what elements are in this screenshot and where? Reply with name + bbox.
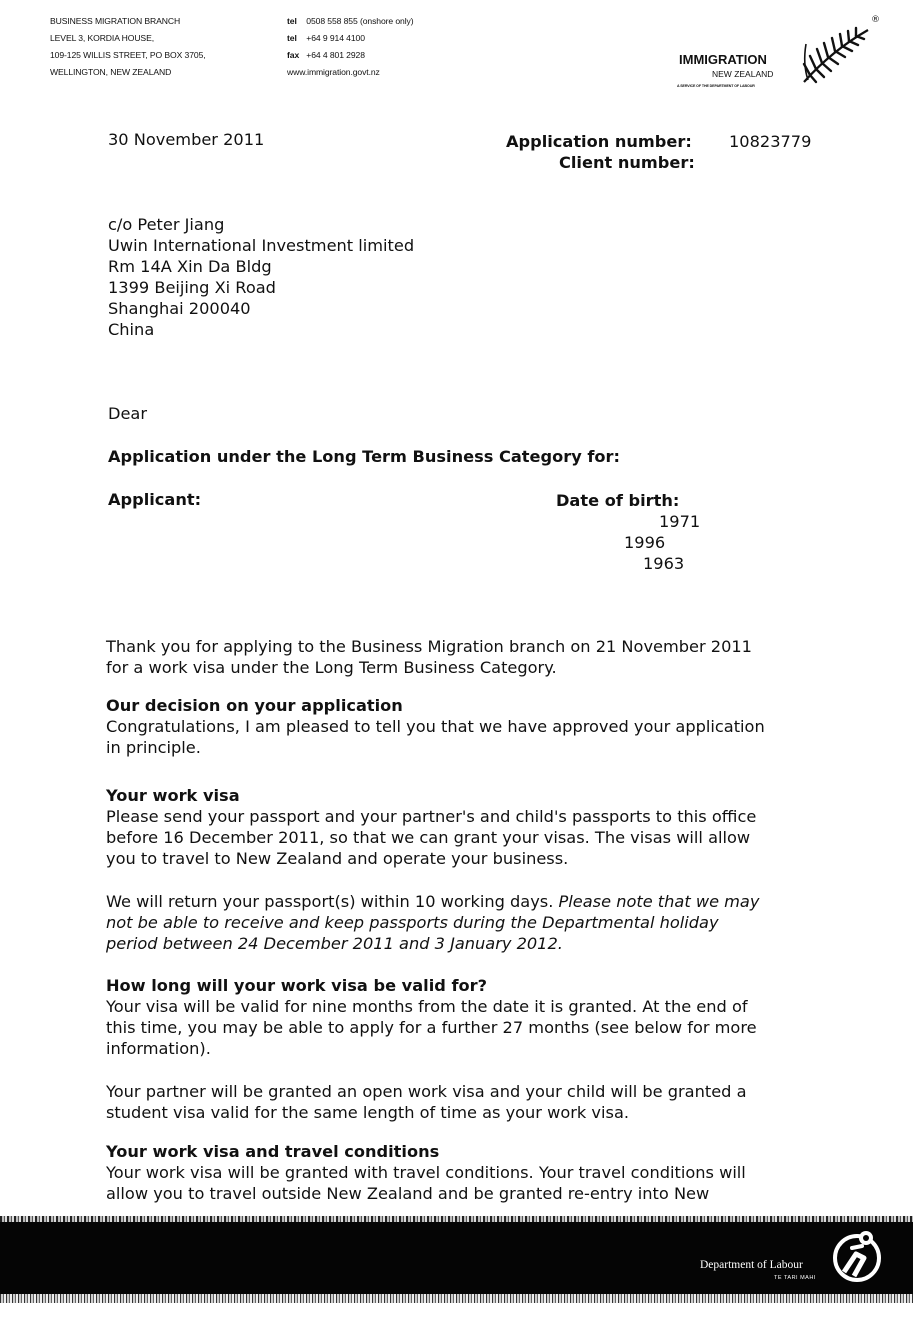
salutation: Dear [108,404,147,423]
section-heading: Your work visa [106,786,240,805]
application-number-label: Application number: [506,132,692,151]
partner-paragraph: Your partner will be granted an open work visa and your child will be granted a student visa valid for the same length of time as your work visa. [106,1082,747,1122]
subject-line: Application under the Long Term Business Category for: [108,447,621,466]
intro-paragraph: Thank you for applying to the Business Migration branch on 21 November 2011 for a work visa under the Long Term Business Category. [106,637,752,677]
website-link[interactable]: www.immigration.govt.nz [287,67,380,77]
sender-contacts [287,13,487,81]
section-heading: Our decision on your application [106,696,403,715]
travel-conditions-section: Your work visa and travel conditions Your work visa will be granted with travel conditions. Your travel conditions will allow you to travel outside New Zealand and be granted re-entry into New [106,1142,746,1203]
department-of-labour-label: Department of Labour [700,1259,803,1271]
logo-tagline: A SERVICE OF THE DEPARTMENT OF LABOUR [677,84,755,88]
department-of-labour-sub: TE TARI MAHI [774,1275,816,1281]
dob-value: 1996 [624,533,666,552]
section-heading: How long will your work visa be valid for? [106,976,488,995]
dob-value: 1963 [643,554,685,573]
contact-line: tel +64 9 914 4100 [287,33,365,43]
registered-mark: ® [871,15,880,25]
recipient-line: 1399 Beijing Xi Road [108,278,276,297]
dob-value: 1971 [659,512,701,531]
logo-main-text: IMMIGRATION [679,52,767,67]
decision-section: Our decision on your application Congratulations, I am pleased to tell you that we have approved your application in principle. [106,696,765,757]
address-line: WELLINGTON, NEW ZEALAND [50,67,172,77]
validity-section: How long will your work visa be valid for? Your visa will be valid for nine months from the date it is granted. At the end of this time, you may be able to apply for a further 27 months (see below for more information). [106,976,757,1058]
logo-sub-text: NEW ZEALAND [712,69,774,79]
recipient-line: Uwin International Investment limited [108,236,415,255]
client-number-label: Client number: [559,153,695,172]
sender-address [50,13,280,81]
section-heading: Your work visa and travel conditions [106,1142,440,1161]
address-line: LEVEL 3, KORDIA HOUSE, [50,33,154,43]
phone-onshore: 0508 558 855 (onshore only) [306,16,414,26]
application-number-value: 10823779 [729,132,812,151]
contact-line: tel 0508 558 855 (onshore only) [287,16,414,26]
address-line: 109-125 WILLIS STREET, PO BOX 3705, [50,50,206,60]
silver-fern-icon [800,24,872,86]
dob-label: Date of birth: [556,491,680,510]
contact-line: fax +64 4 801 2928 [287,50,365,60]
address-line: BUSINESS MIGRATION BRANCH [50,16,181,26]
applicant-label: Applicant: [108,490,202,509]
fax-number: +64 4 801 2928 [306,50,365,60]
recipient-line: c/o Peter Jiang [108,215,225,234]
work-visa-section: Your work visa Please send your passport and your partner's and child's passports to this office before 16 December 2011, so that we can grant your visas. The visas will allow you to travel to New Zealand and operate your business. [106,786,757,868]
letter-date: 30 November 2011 [108,130,265,149]
immigration-nz-logo [672,16,887,96]
footer-band [0,1222,913,1294]
recipient-address [108,214,414,340]
passport-return-paragraph: We will return your passport(s) within 10 working days. Please note that we may not be able to receive and keep passports during the Departmental holiday period between 24 December 2011 and 3 January 2012. [106,892,760,953]
phone-international: +64 9 914 4100 [306,33,365,43]
recipient-line: Rm 14A Xin Da Bldg [108,257,272,276]
recipient-line: China [108,320,155,339]
scan-edge-bottom [0,1294,913,1303]
recipient-line: Shanghai 200040 [108,299,251,318]
department-of-labour-logo-icon [832,1228,882,1284]
